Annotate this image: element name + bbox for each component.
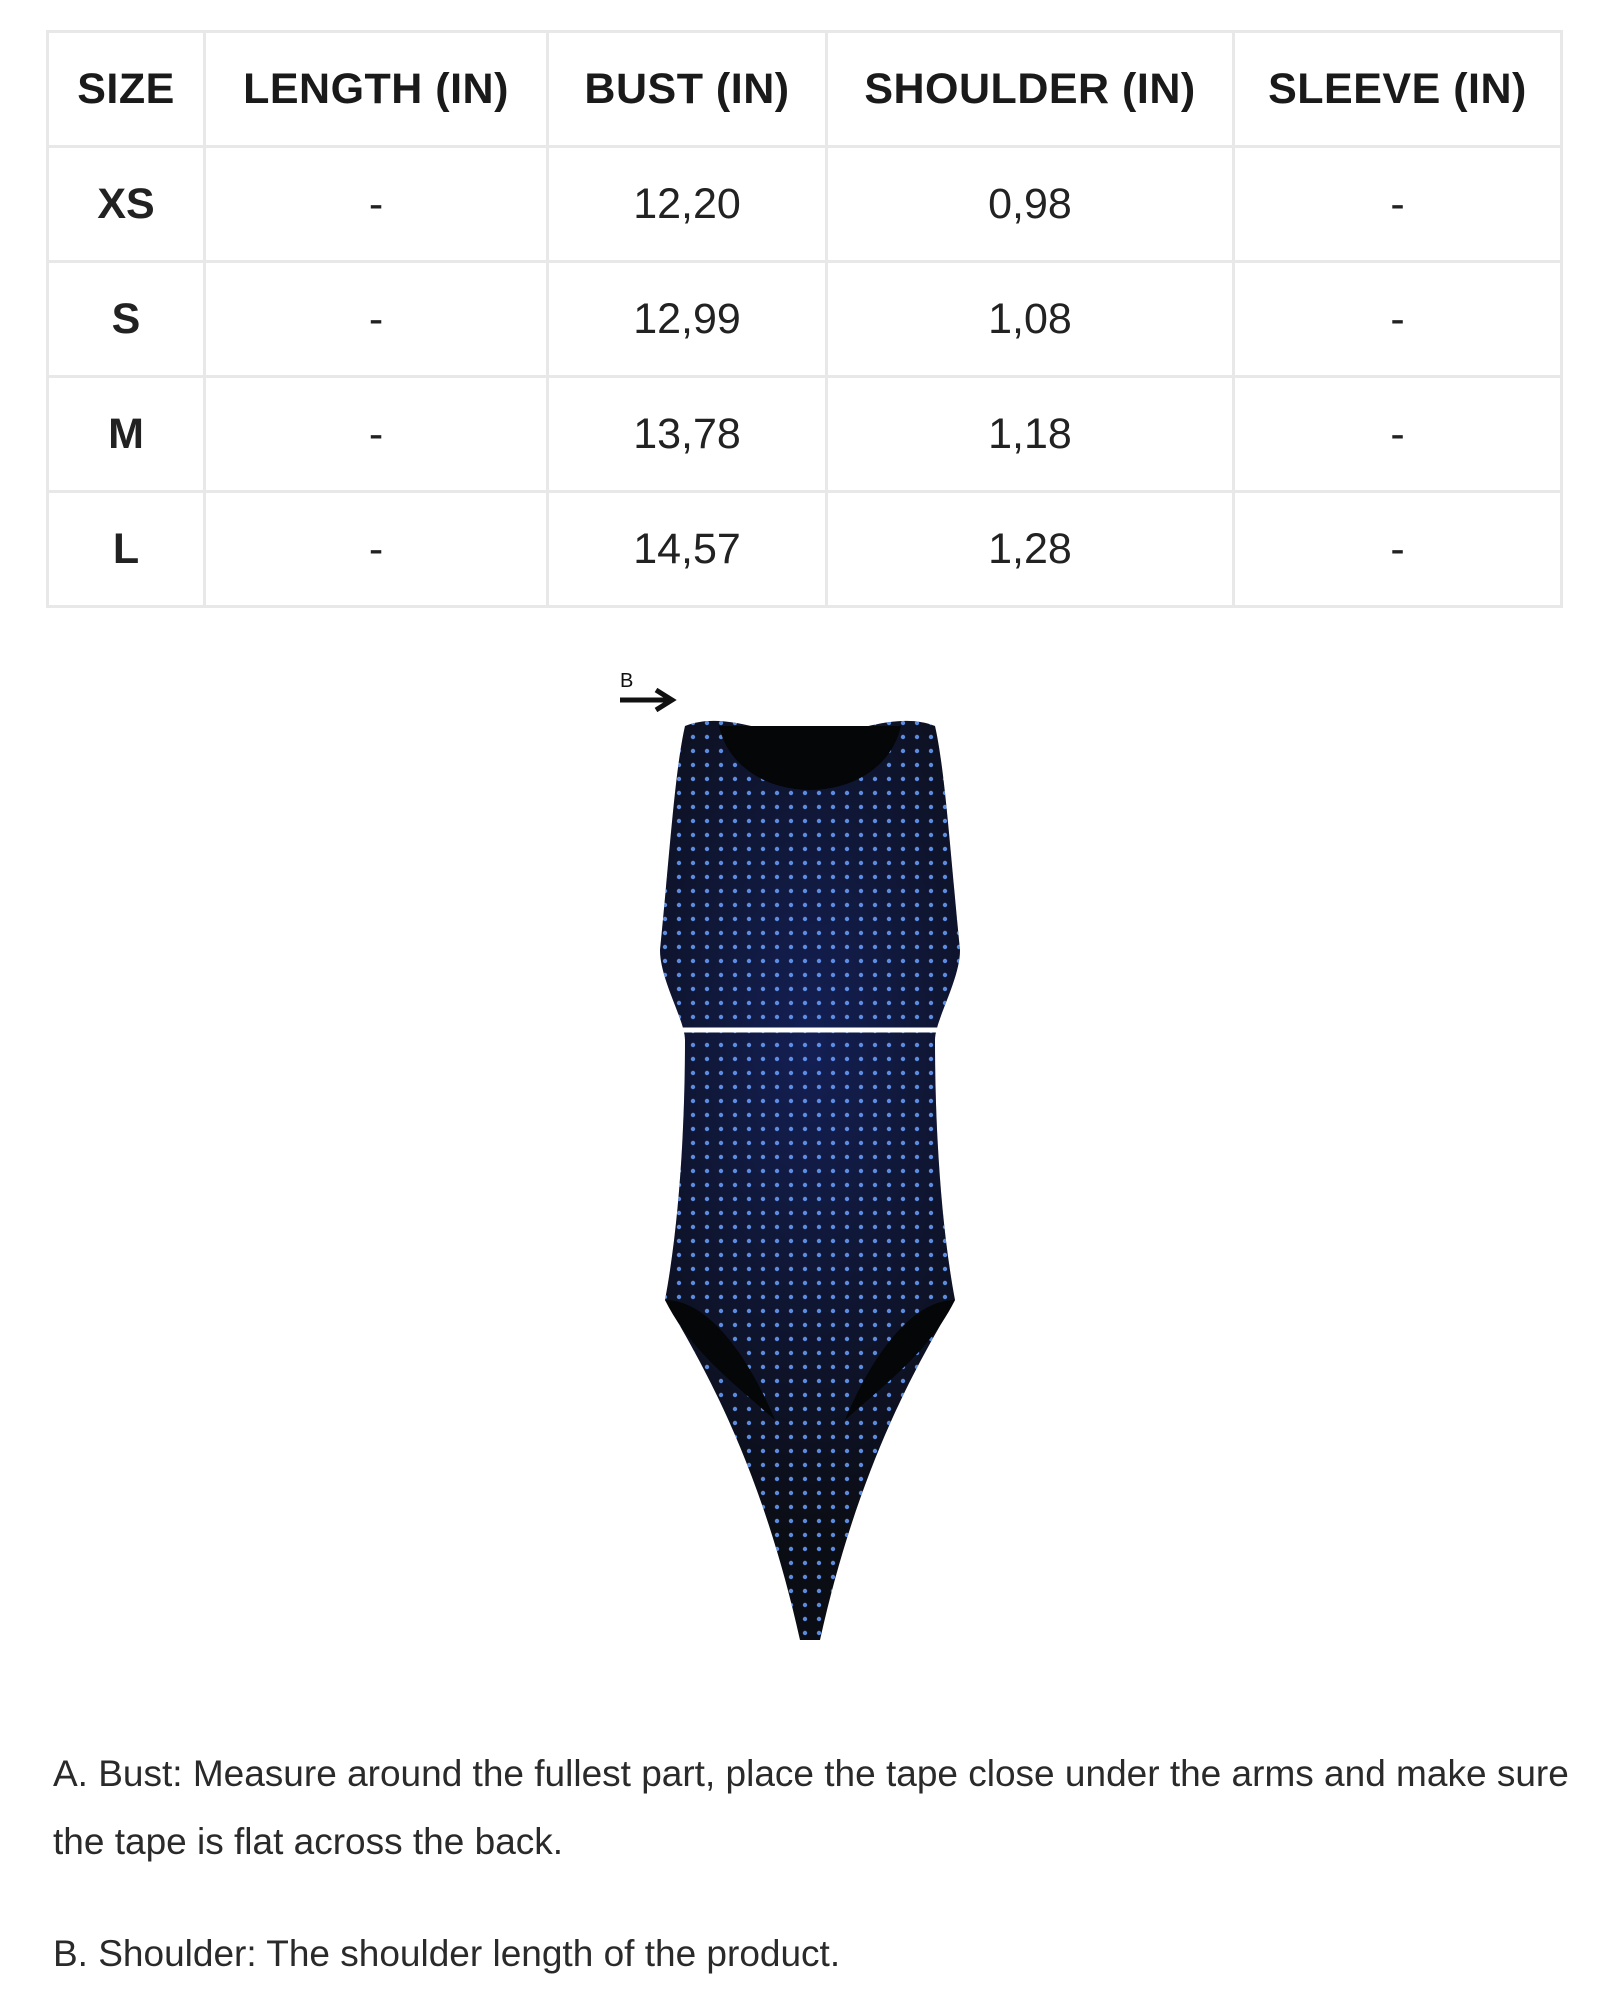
sleeve-cell: - — [1234, 147, 1562, 262]
size-cell: XS — [48, 147, 205, 262]
header-size: SIZE — [48, 32, 205, 147]
length-cell: - — [205, 377, 548, 492]
note-bust: A. Bust: Measure around the fullest part, place the tape close under the arms and make sure the tape is flat across the back. — [53, 1753, 1569, 1862]
table-row — [48, 492, 1562, 607]
sleeve-cell: - — [1234, 262, 1562, 377]
sleeve-cell: - — [1234, 377, 1562, 492]
shoulder-cell: 0,98 — [827, 147, 1234, 262]
header-bust: BUST (IN) — [548, 32, 827, 147]
bust-cell: 14,57 — [548, 492, 827, 607]
shoulder-cell: 1,28 — [827, 492, 1234, 607]
table-row — [48, 262, 1562, 377]
size-cell: L — [48, 492, 205, 607]
bust-cell: 12,99 — [548, 262, 827, 377]
garment-figure — [560, 660, 1060, 1660]
length-cell: - — [205, 492, 548, 607]
size-chart-table — [46, 30, 1563, 608]
table-row — [48, 147, 1562, 262]
note-shoulder: B. Shoulder: The shoulder length of the product. — [53, 1933, 841, 1974]
table-row — [48, 377, 1562, 492]
header-sleeve: SLEEVE (IN) — [1234, 32, 1562, 147]
bust-cell: 13,78 — [548, 377, 827, 492]
length-cell: - — [205, 147, 548, 262]
length-cell: - — [205, 262, 548, 377]
shoulder-cell: 1,08 — [827, 262, 1234, 377]
header-length: LENGTH (IN) — [205, 32, 548, 147]
size-cell: S — [48, 262, 205, 377]
sleeve-cell: - — [1234, 492, 1562, 607]
bodysuit-illustration — [560, 660, 1060, 1660]
label-b: B — [620, 670, 634, 692]
bust-cell: 12,20 — [548, 147, 827, 262]
shoulder-cell: 1,18 — [827, 377, 1234, 492]
table-header-row — [48, 32, 1562, 147]
label-a: A — [618, 1000, 632, 1022]
size-cell: M — [48, 377, 205, 492]
header-shoulder: SHOULDER (IN) — [827, 32, 1234, 147]
